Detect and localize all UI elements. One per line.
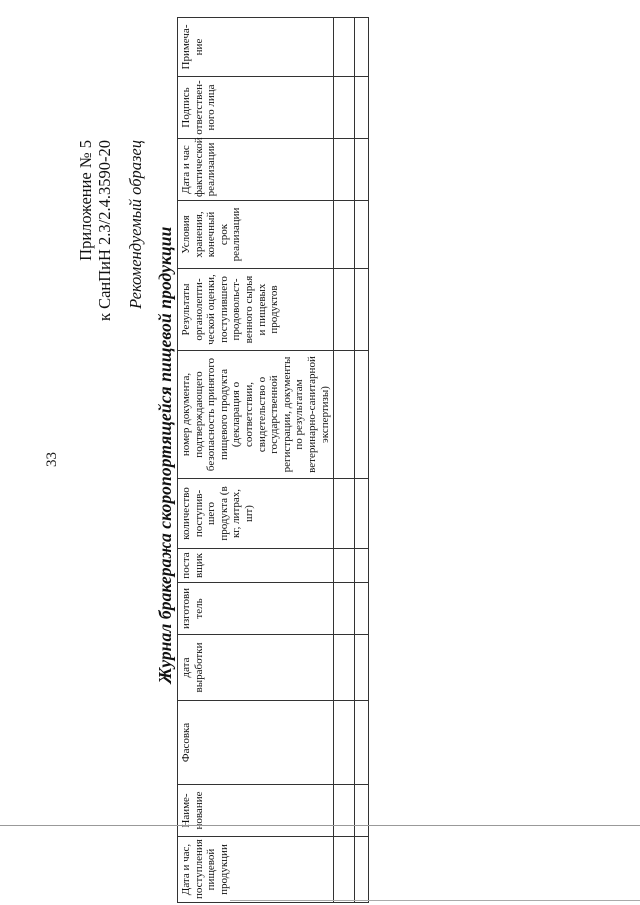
journal-title: Журнал бракеража скоропортящейся пищевой продукции	[155, 226, 175, 684]
table-cell[interactable]	[355, 201, 369, 269]
scan-edge-line-bottom	[230, 900, 640, 901]
table-cell[interactable]	[334, 269, 355, 351]
column-header-actual-sale-date: Дата и час фактической реализации	[178, 139, 334, 201]
table-cell[interactable]	[334, 139, 355, 201]
table-cell[interactable]	[334, 18, 355, 77]
table-cell[interactable]	[334, 201, 355, 269]
table-cell[interactable]	[334, 77, 355, 139]
column-header-production-date: дата выработки	[178, 635, 334, 701]
column-header-storage-conditions: Условия хранения, конечный срок реализации	[178, 201, 334, 269]
column-header-signature: Подпись ответствен-ного лица	[178, 77, 334, 139]
column-header-name: Наиме-нование	[178, 785, 334, 837]
table-cell[interactable]	[355, 351, 369, 479]
table-cell[interactable]	[355, 701, 369, 785]
table-cell[interactable]	[334, 837, 355, 903]
column-header-manufacturer: изготови тель	[178, 583, 334, 635]
scan-edge-line	[0, 825, 640, 826]
table-cell[interactable]	[355, 583, 369, 635]
table-cell[interactable]	[334, 479, 355, 549]
appendix-line-1: Приложение № 5	[76, 140, 95, 261]
rejection-log-table	[177, 17, 369, 903]
appendix-reference	[76, 140, 114, 321]
appendix-line-2: к СанПиН 2.3/2.4.3590-20	[95, 140, 114, 322]
table-cell[interactable]	[355, 18, 369, 77]
table-cell[interactable]	[355, 837, 369, 903]
column-header-packaging: Фасовка	[178, 701, 334, 785]
table-row	[334, 18, 355, 903]
column-header-safety-document: номер документа, подтверждающего безопасность принятого пищевого продукта (декларация о соответствии, свидетельство о государственной регистрации, документы по результатам ветеринарно-санитарной экспертизы)	[178, 351, 334, 479]
column-header-organoleptic-results: Результаты органолепти-ческой оценки, поступившего продовольст-венного сырья и пищевых продуктов	[178, 269, 334, 351]
page-number: 33	[44, 452, 60, 467]
column-header-quantity: количество поступив-шего продукта (в кг, литрах, шт)	[178, 479, 334, 549]
table-cell[interactable]	[355, 549, 369, 583]
table-header-row	[178, 18, 334, 903]
table-cell[interactable]	[334, 635, 355, 701]
table-cell[interactable]	[334, 785, 355, 837]
table-cell[interactable]	[334, 701, 355, 785]
table-cell[interactable]	[334, 549, 355, 583]
table-cell[interactable]	[334, 583, 355, 635]
column-header-supplier: поста вщик	[178, 549, 334, 583]
column-header-note: Примеча-ние	[178, 18, 334, 77]
table-cell[interactable]	[355, 139, 369, 201]
table-cell[interactable]	[355, 635, 369, 701]
table-cell[interactable]	[334, 351, 355, 479]
table-cell[interactable]	[355, 269, 369, 351]
column-header-receipt-date: Дата и час, поступления пищевой продукции	[178, 837, 334, 903]
table-cell[interactable]	[355, 77, 369, 139]
table-cell[interactable]	[355, 479, 369, 549]
table-row	[355, 18, 369, 903]
sample-label: Рекомендуемый образец	[126, 140, 145, 309]
table-cell[interactable]	[355, 785, 369, 837]
